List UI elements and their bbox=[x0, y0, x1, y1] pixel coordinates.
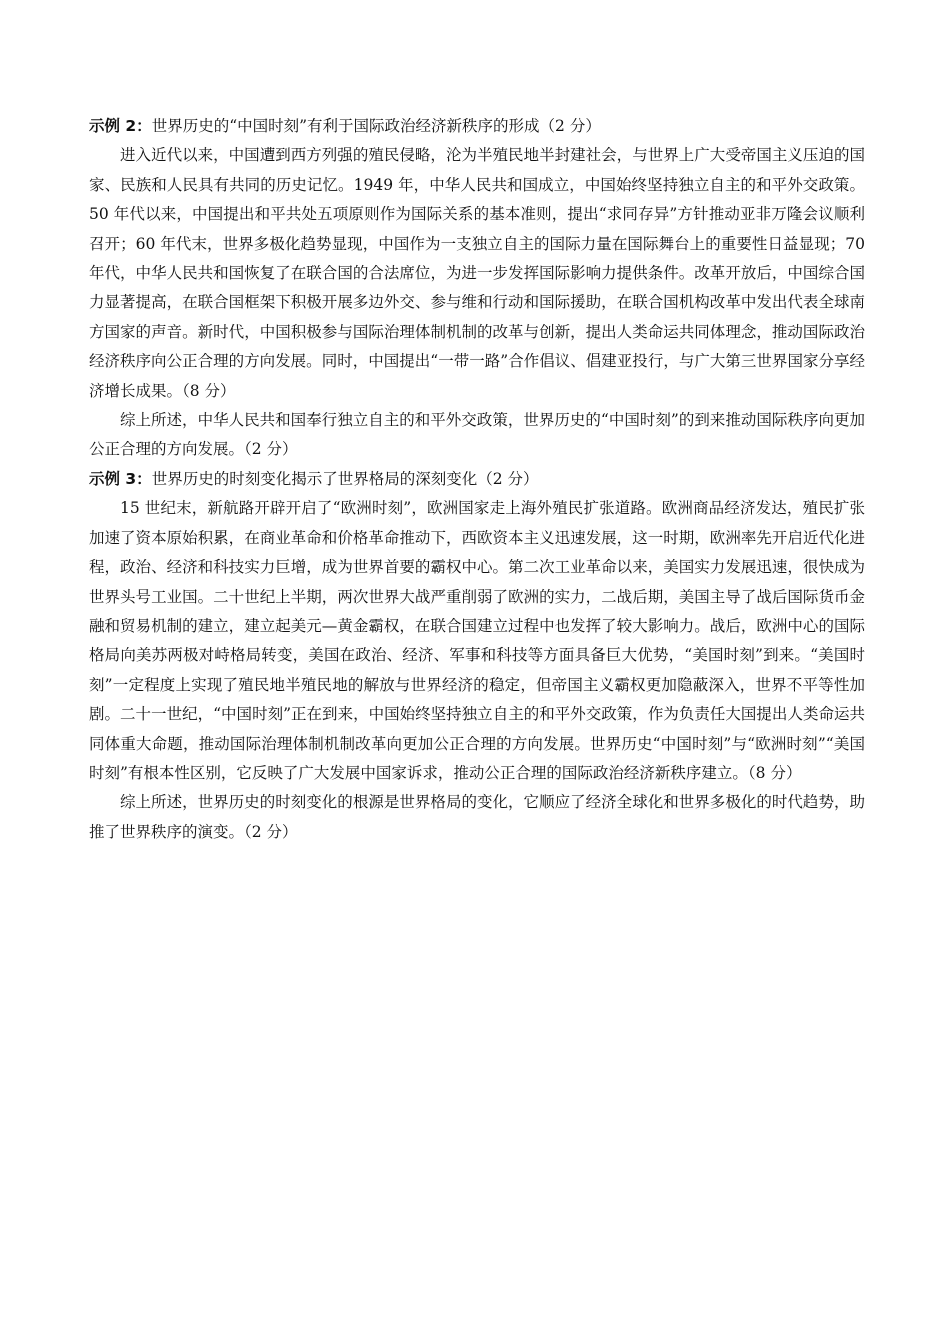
example-3-section bbox=[89, 465, 865, 847]
answer-content bbox=[89, 112, 865, 847]
example-2-body: 进入近代以来，中国遭到西方列强的殖民侵略，沦为半殖民地半封建社会，与世界上广大受帝国主义压迫的国家、民族和人民具有共同的历史记忆。1949 年，中华人民共和国成立，中国始终坚持独立自主的和平外交政策。50 年代以来，中国提出和平共处五项原则作为国际关系的基本准则，提出“求同存异”方针推动亚非万隆会议顺利召开；60 年代末，世界多极化趋势显现，中国作为一支独立自主的国际力量在国际舞台上的重要性日益显现；70 年代，中华人民共和国恢复了在联合国的合法席位，为进一步发挥国际影响力提供条件。改革开放后，中国综合国力显著提高，在联合国框架下积极开展多边外交、参与维和行动和国际援助，在联合国机构改革中发出代表全球南方国家的声音。新时代，中国积极参与国际治理体制机制的改革与创新，提出人类命运共同体理念，推动国际政治经济秩序向公正合理的方向发展。同时，中国提出“一带一路”合作倡议、倡建亚投行，与广大第三世界国家分享经济增长成果。（8 分） bbox=[89, 146, 865, 400]
example-3-title: 世界历史的时刻变化揭示了世界格局的深刻变化（2 分） bbox=[151, 469, 539, 488]
example-2-conclusion: 综上所述，中华人民共和国奉行独立自主的和平外交政策，世界历史的“中国时刻”的到来推动国际秩序向更加公正合理的方向发展。（2 分） bbox=[89, 411, 865, 459]
example-3-label: 示例 3： bbox=[89, 469, 152, 488]
example-3-body: 15 世纪末，新航路开辟开启了“欧洲时刻”，欧洲国家走上海外殖民扩张道路。欧洲商品经济发达，殖民扩张加速了资本原始积累，在商业革命和价格革命推动下，西欧资本主义迅速发展，这一时期，欧洲率先开启近代化进程，政治、经济和科技实力巨增，成为世界首要的霸权中心。第二次工业革命以来，美国实力发展迅速，很快成为世界头号工业国。二十世纪上半期，两次世界大战严重削弱了欧洲的实力，二战后期，美国主导了战后国际货币金融和贸易机制的建立，建立起美元—黄金霸权，在联合国建立过程中也发挥了较大影响力。战后，欧洲中心的国际格局向美苏两极对峙格局转变，美国在政治、经济、军事和科技等方面具备巨大优势，“美国时刻”到来。“美国时刻”一定程度上实现了殖民地半殖民地的解放与世界经济的稳定，但帝国主义霸权更加隐蔽深入，世界不平等性加剧。二十一世纪，“中国时刻”正在到来，中国始终坚持独立自主的和平外交政策，作为负责任大国提出人类命运共同体重大命题，推动国际治理体制机制改革向更加公正合理的方向发展。世界历史“中国时刻”与“欧洲时刻”“美国时刻”有根本性区别，它反映了广大发展中国家诉求，推动公正合理的国际政治经济新秩序建立。（8 分） bbox=[89, 499, 865, 782]
example-3-heading bbox=[89, 465, 865, 494]
example-2-label: 示例 2： bbox=[89, 117, 152, 135]
example-3-conclusion: 综上所述，世界历史的时刻变化的根源是世界格局的变化，它顺应了经济全球化和世界多极化的时代趋势，助推了世界秩序的演变。（2 分） bbox=[89, 793, 865, 841]
example-2-section bbox=[89, 112, 865, 465]
example-2-heading bbox=[89, 112, 865, 141]
example-2-title: 世界历史的“中国时刻”有利于国际政治经济新秩序的形成（2 分） bbox=[151, 117, 601, 135]
